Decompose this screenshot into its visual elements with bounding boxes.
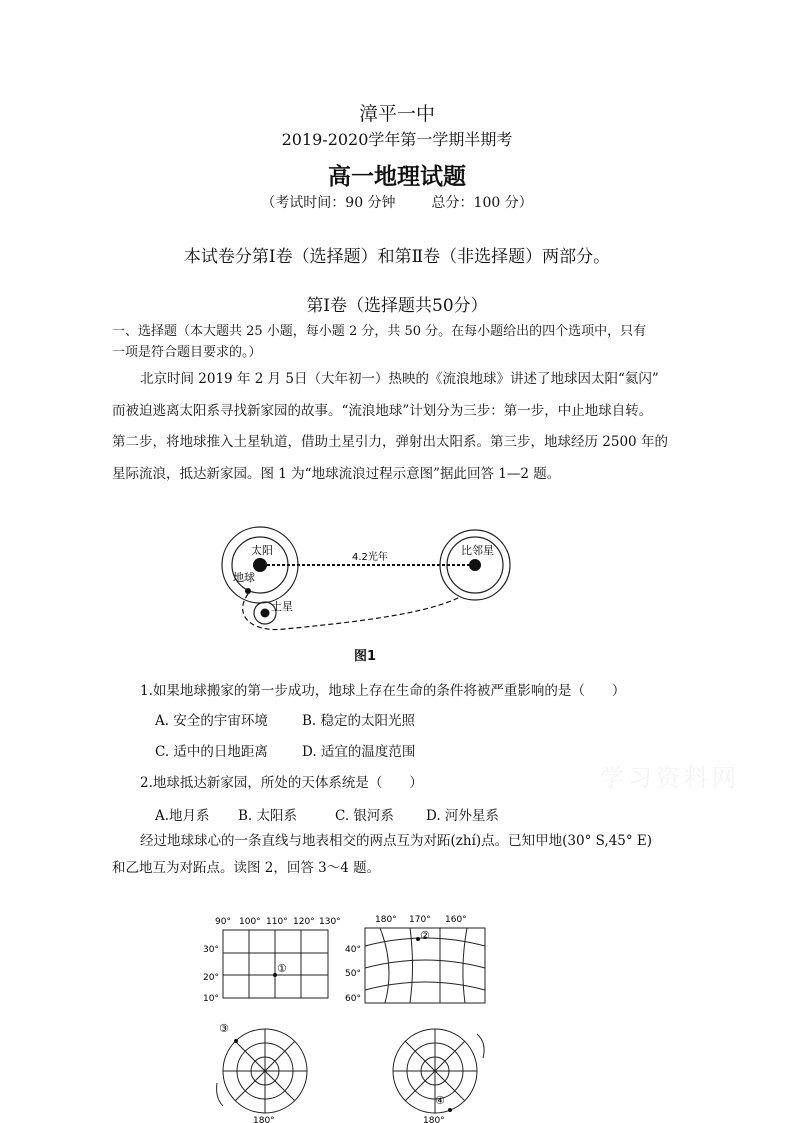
exam-meta xyxy=(0,192,794,212)
passage1-line1: 北京时间 2019 年 2 月 5日（大年初一）热映的《流浪地球》讲述了地球因太阳“氦闪” xyxy=(140,371,659,387)
curved-lat-40: 40° xyxy=(345,945,361,955)
grid-lon-110: 110° xyxy=(266,917,288,927)
question2-option-d: D. 河外星系 xyxy=(426,808,499,824)
grid-lon-90: 90° xyxy=(215,917,231,927)
section-instruction-line1: 一、选择题（本大题共 25 小题，每小题 2 分，共 50 分。在每小题给出的四个选项中，只有 xyxy=(112,324,647,339)
curved-lat-60: 60° xyxy=(345,994,361,1004)
polar-right-label: 180° xyxy=(423,1116,445,1123)
grid-lon-130: 130° xyxy=(319,917,341,927)
earth-dot xyxy=(245,588,251,594)
marker-3-dot xyxy=(234,1039,238,1043)
rect-grid xyxy=(223,930,328,998)
curved-lon-170: 170° xyxy=(409,915,431,925)
saturn-dot xyxy=(261,609,270,618)
question2-stem: 2.地球抵达新家园，所处的天体系统是（ ） xyxy=(140,775,423,791)
polar-left-label: 180° xyxy=(253,1116,275,1123)
passage1-line4: 星际流浪，抵达新家园。图 1 为“地球流浪过程示意图”据此回答 1—2 题。 xyxy=(112,466,561,482)
exam-time: （考试时间：90 分钟 xyxy=(261,195,396,211)
curved-lat-50: 50° xyxy=(345,969,361,979)
marker-4-dot xyxy=(448,1108,452,1112)
distance-label: 4.2光年 xyxy=(352,552,388,563)
saturn-label: 土星 xyxy=(271,600,293,613)
question1-option-d: D. 适宜的温度范围 xyxy=(302,744,416,760)
figure1-caption: 图1 xyxy=(354,649,377,664)
school-name: 漳平一中 xyxy=(358,103,435,125)
passage1-line3: 第二步，将地球推入土星轨道，借助土星引力，弹射出太阳系。第三步，地球经历 2500 年的 xyxy=(112,434,668,450)
sun-label: 太阳 xyxy=(251,544,273,557)
question1-option-b: B. 稳定的太阳光照 xyxy=(302,713,416,729)
exam-structure-note: 本试卷分第Ⅰ卷（选择题）和第Ⅱ卷（非选择题）两部分。 xyxy=(183,247,611,267)
grid-lat-20: 20° xyxy=(203,973,219,983)
proxima-dot xyxy=(469,559,481,571)
part1-title: 第Ⅰ卷（选择题共50分） xyxy=(306,296,488,316)
section-instruction-line2: 一项是符合题目要求的。） xyxy=(112,345,262,360)
polar-left xyxy=(217,1029,307,1113)
curved-lon-180: 180° xyxy=(375,915,397,925)
earth-label: 地球 xyxy=(233,571,255,584)
question1-option-c: C. 适中的日地距离 xyxy=(155,744,268,760)
marker-2: ② xyxy=(420,929,430,942)
question2-option-b: B. 太阳系 xyxy=(238,808,298,824)
question2-option-c: C. 银河系 xyxy=(335,808,394,824)
question1-stem: 1.如果地球搬家的第一步成功，地球上存在生命的条件将被严重影响的是（ ） xyxy=(140,683,626,699)
curved-lon-160: 160° xyxy=(445,915,467,925)
passage2-line1: 经过地球球心的一条直线与地表相交的两点互为对跖(zhí)点。已知甲地(30° S,45° E) xyxy=(140,833,653,849)
watermark: 学习资料网 xyxy=(600,764,740,792)
proxima-label: 比邻星 xyxy=(461,544,494,557)
exam-term: 2019-2020学年第一学期半期考 xyxy=(281,130,513,149)
grid-lon-120: 120° xyxy=(293,917,315,927)
sun-dot xyxy=(253,558,267,572)
question1-option-a: A. 安全的宇宙环境 xyxy=(155,713,268,729)
exam-title: 高一地理试题 xyxy=(328,163,466,190)
passage1-line2: 而被迫逃离太阳系寻找新家园的故事。“流浪地球”计划分为三步：第一步，中止地球自转。 xyxy=(112,403,653,419)
grid-lat-10: 10° xyxy=(203,994,219,1004)
figure1-diagram xyxy=(215,515,515,640)
marker-3: ③ xyxy=(219,1022,229,1035)
exam-score: 总分：100 分） xyxy=(431,195,533,211)
grid-lon-100: 100° xyxy=(239,917,261,927)
grid-lat-30: 30° xyxy=(203,945,219,955)
marker-1: ① xyxy=(277,962,287,975)
figure2-diagram xyxy=(195,908,495,1123)
passage2-line2: 和乙地互为对跖点。读图 2，回答 3～4 题。 xyxy=(112,860,381,876)
question2-option-a: A.地月系 xyxy=(155,808,210,824)
marker-4: ④ xyxy=(435,1094,445,1107)
